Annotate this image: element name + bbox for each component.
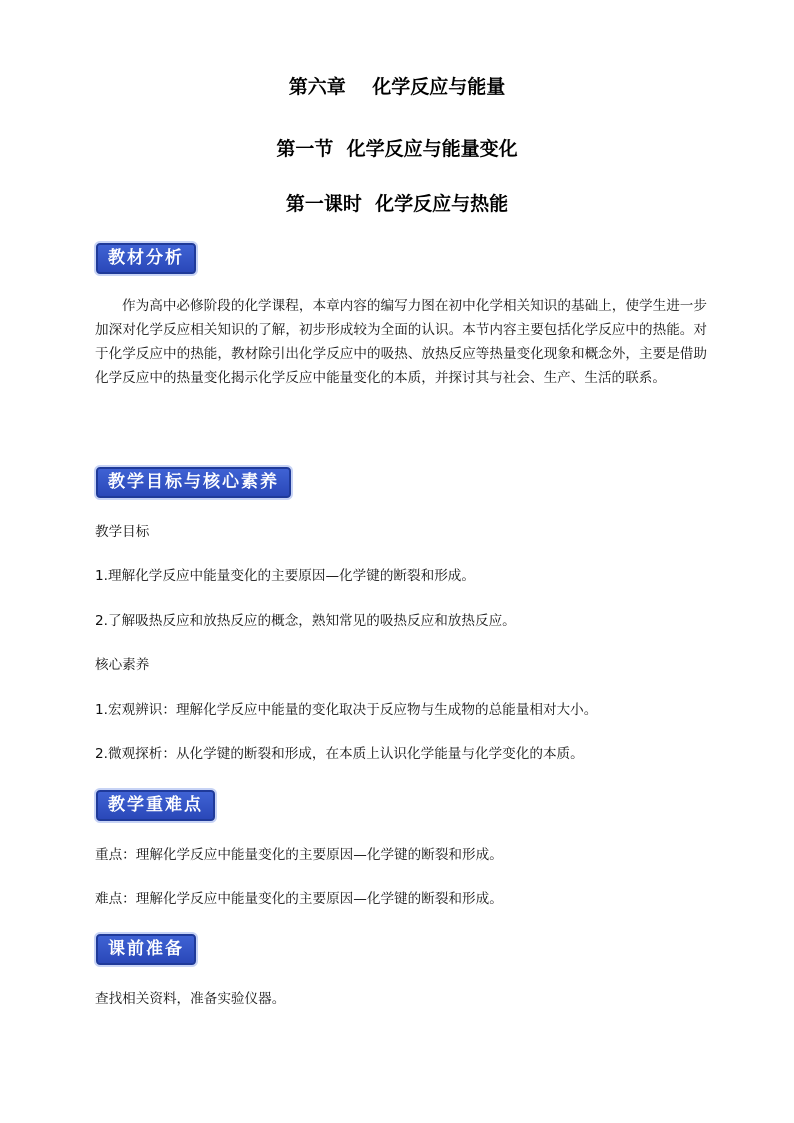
lesson-title: 第一课时 化学反应与热能: [285, 193, 509, 215]
analysis-text: 作为高中必修阶段的化学课程，本章内容的编写力图在初中化学相关知识的基础上，使学生进一步加深对化学反应相关知识的了解，初步形成较为全面的认识。本节内容主要包括化学反应中的热能。对于化学反应中的热能，教材除引出化学反应中的吸热、放热反应等热量变化现象和概念外，主要是借助化学反应中的热量变化揭示化学反应中能量变化的本质，并探讨其与社会、生产、生活的联系。: [95, 298, 707, 386]
goal-item-2: 2.了解吸热反应和放热反应的概念，熟知常见的吸热反应和放热反应。: [95, 613, 516, 629]
core-item-1: 1.宏观辨识：理解化学反应中能量的变化取决于反应物与生成物的总能量相对大小。: [95, 702, 598, 718]
preparation-heading-badge: 课前准备: [96, 934, 196, 965]
preparation-text: 查找相关资料，准备实验仪器。: [95, 991, 286, 1007]
core-heading: 核心素养: [95, 657, 150, 673]
goal-heading: 教学目标: [95, 524, 150, 540]
key-points-heading-badge: 教学重难点: [96, 790, 215, 821]
difficulty-line: 难点：理解化学反应中能量变化的主要原因—化学键的断裂和形成。: [95, 891, 503, 907]
analysis-paragraph: [95, 294, 707, 390]
analysis-heading-badge: 教材分析: [96, 243, 196, 274]
objectives-heading-badge: 教学目标与核心素养: [96, 467, 291, 498]
section-title: 第一节 化学反应与能量变化: [276, 138, 518, 160]
chapter-title: 第六章 化学反应与能量: [288, 76, 506, 98]
goal-item-1: 1.理解化学反应中能量变化的主要原因—化学键的断裂和形成。: [95, 568, 475, 584]
focus-line: 重点：理解化学反应中能量变化的主要原因—化学键的断裂和形成。: [95, 847, 503, 863]
core-item-2: 2.微观探析：从化学键的断裂和形成，在本质上认识化学能量与化学变化的本质。: [95, 746, 584, 762]
